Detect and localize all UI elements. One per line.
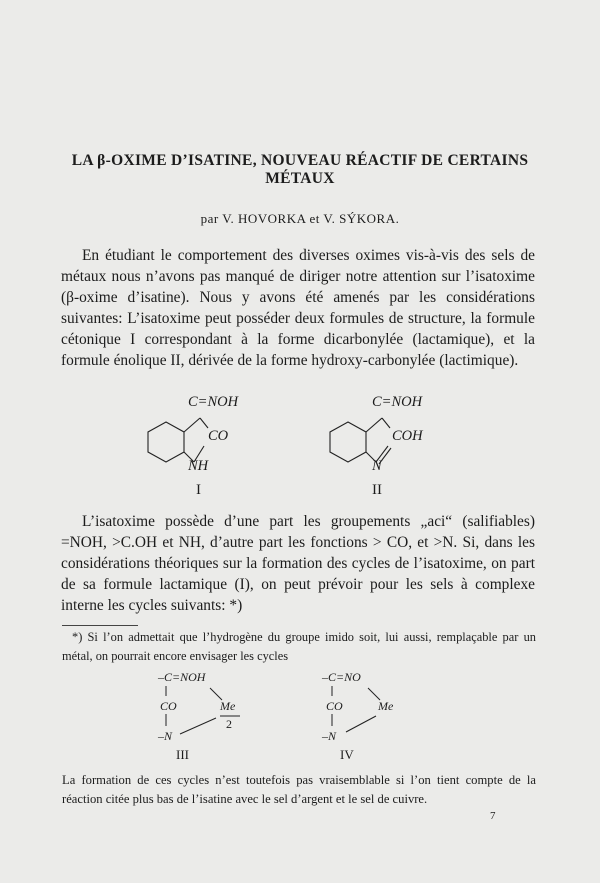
second-paragraph: L’isatoxime possède d’une part les groupements „aci“ (salifiables) =NOH, >C.OH et NH, d’autre part les fonctions > CO, et >N. Si, dans les considérations théoriques sur la formation des cycles de l’isatoxime, on part de sa formule lactamique (I), on peut prévoir pour les sels à complexe interne les cycles suivants: *) xyxy=(61,513,535,614)
formula-iv xyxy=(318,668,438,768)
formula-iv-bottom: –N xyxy=(322,729,337,743)
formula-i-mid: CO xyxy=(208,428,229,444)
formula-iii-top: –C=NOH xyxy=(158,670,206,684)
formula-iii-mid: CO xyxy=(160,699,177,713)
formula-ii-bottom: N xyxy=(372,458,382,474)
formula-i-label: I xyxy=(196,482,201,498)
page-number: 7 xyxy=(490,810,496,822)
formula-iii xyxy=(152,668,282,768)
formula-iv-metal: Me xyxy=(378,699,394,713)
footnote-conclusion: La formation de ces cycles n’est toutefois pas vraisemblable si l’on tient compte de la réaction citée plus bas de l’isatine avec le sel d’argent et le sel de cuivre. xyxy=(62,773,536,806)
formula-ii-label: II xyxy=(372,482,382,498)
formula-iii-metal: Me xyxy=(220,699,236,713)
formula-ii xyxy=(320,394,460,504)
intro-paragraph: En étudiant le comportement des diverses oximes vis-à-vis des sels de métaux nous n’avons pas manqué de diriger notre attention sur l’isatoxime (β-oxime d’isatine). Nous y avons été amenés par les considérations suivantes: L’isatoxime peut posséder deux formules de structure, la formule cétonique I correspondant à la forme dicarbonylée (lactamique), et la formule énolique II, dérivée de la forme hydroxy-carbonylée (lactimique). xyxy=(61,247,535,369)
article-title: LA β-OXIME D’ISATINE, NOUVEAU RÉACTIF DE CERTAINS MÉTAUX xyxy=(71,152,529,187)
footnote-divider xyxy=(62,625,138,626)
formula-i-bottom: NH xyxy=(188,458,209,474)
formula-iii-label: III xyxy=(176,747,189,762)
formula-ii-top: C=NOH xyxy=(372,394,423,410)
formula-iv-mid: CO xyxy=(326,699,343,713)
formula-iii-bottom: –N xyxy=(158,729,173,743)
formula-iii-divisor: 2 xyxy=(226,717,232,731)
formula-iv-label: IV xyxy=(340,747,354,762)
formula-i-top: C=NOH xyxy=(188,394,239,410)
formula-i xyxy=(138,394,278,504)
formula-ii-mid: COH xyxy=(392,428,423,444)
formula-iv-top: –C=NO xyxy=(322,670,361,684)
footnote-text: *) Si l’on admettait que l’hydrogène du groupe imido soit, lui aussi, remplaçable par un métal, on pourrait encore envisager les cycles xyxy=(62,630,536,663)
authors-line: par V. HOVORKA et V. SÝKORA. xyxy=(200,211,400,226)
